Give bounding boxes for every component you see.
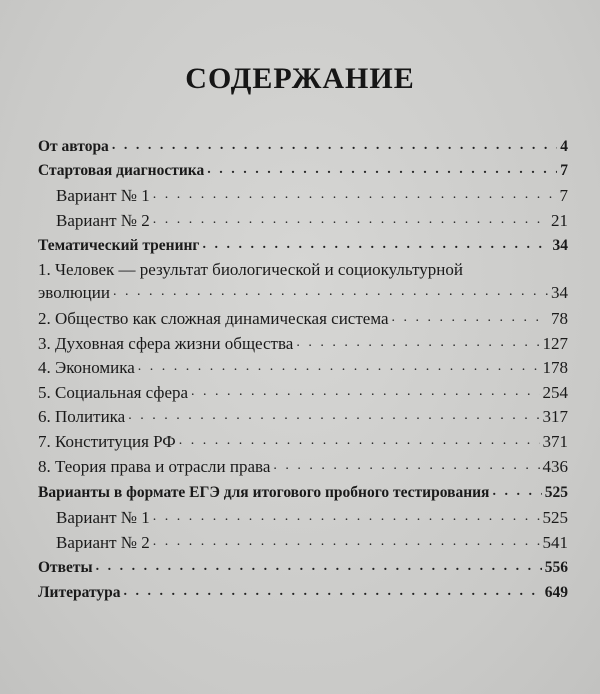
toc-entry-exam-variant-2: [38, 532, 568, 553]
toc-entry-label: Вариант № 1: [56, 186, 150, 205]
toc-entry-label: 3. Духовная сфера жизни общества: [38, 334, 294, 353]
toc-entry-label: 7. Конституция РФ: [38, 432, 176, 451]
toc-entry-page: 34: [551, 283, 568, 302]
toc-leader-dots: [207, 160, 557, 181]
toc-entry-page: 21: [551, 211, 568, 230]
toc-entry-page: 254: [542, 383, 568, 402]
toc-entry-label: 2. Общество как сложная динамическая система: [38, 309, 389, 328]
toc-entry-page: 78: [551, 309, 568, 328]
toc-entry-page: 371: [542, 432, 568, 451]
toc-entry-label: От автора: [38, 138, 109, 155]
toc-entry-page: 127: [542, 334, 568, 353]
toc-entry-label: Стартовая диагностика: [38, 162, 205, 179]
toc-entry-page: 436: [542, 457, 568, 476]
toc-leader-dots: [138, 357, 540, 378]
toc-entry-label: Тематический тренинг: [38, 237, 200, 254]
toc-entry-chapter-1: [38, 282, 568, 303]
toc-leader-dots: [128, 406, 539, 427]
toc-entry-page: 525: [542, 508, 568, 527]
toc-entry-diag-variant-1: [38, 185, 568, 206]
toc-entry-label: эволюции: [38, 283, 110, 302]
toc-entry-page: 317: [542, 407, 568, 426]
toc-entry-chapter-4: [38, 357, 568, 378]
toc-entry-page: 525: [544, 484, 568, 501]
toc-leader-dots: [179, 431, 540, 452]
toc-entry-label: Литература: [38, 584, 121, 601]
toc-entry-page: 178: [542, 358, 568, 377]
toc-entry-exam-variant-1: [38, 507, 568, 528]
toc-leader-dots: [296, 333, 539, 354]
toc-entry-label: Варианты в формате ЕГЭ для итогового пробного тестирования: [38, 484, 490, 501]
toc-leader-dots: [153, 210, 548, 231]
toc-leader-dots: [273, 456, 539, 477]
toc-entry-page: 7: [559, 186, 568, 205]
toc-leader-dots: [123, 582, 541, 603]
toc-entry-thematic-training: [38, 235, 568, 256]
toc-entry-page: 556: [544, 559, 568, 576]
toc-leader-dots: [96, 557, 542, 578]
toc-leader-dots: [113, 282, 548, 303]
toc-entry-label: 4. Экономика: [38, 358, 135, 377]
toc-entry-label: 5. Социальная сфера: [38, 383, 189, 402]
toc-entry-page: 4: [560, 138, 568, 155]
toc-entry-chapter-2: [38, 308, 568, 329]
toc-entry-page: 649: [544, 584, 568, 601]
toc-leader-dots: [153, 185, 557, 206]
toc-entry-exam-variants: [38, 482, 568, 503]
toc-entry-start-diagnostics: [38, 160, 568, 181]
toc-leader-dots: [392, 308, 548, 329]
toc-leader-dots: [492, 482, 541, 503]
toc-entry-label: Ответы: [38, 559, 93, 576]
toc-entry-page: 541: [542, 533, 568, 552]
toc-entry-answers: [38, 557, 568, 578]
toc-entry-label: Вариант № 2: [56, 211, 150, 230]
toc-entry-label-line1: 1. Человек — результат биологической и социокультурной: [38, 260, 463, 279]
toc-leader-dots: [191, 382, 539, 403]
page-title: СОДЕРЖАНИЕ: [185, 62, 415, 95]
toc-leader-dots: [153, 507, 540, 528]
toc-entry-chapter-5: [38, 382, 568, 403]
toc-leader-dots: [112, 136, 557, 157]
toc-entry-page: 34: [552, 237, 568, 254]
toc-entry-chapter-6: [38, 406, 568, 427]
toc-entry-literature: [38, 582, 568, 603]
toc-entry-chapter-7: [38, 431, 568, 452]
toc-entry-label: 6. Политика: [38, 407, 126, 426]
toc-leader-dots: [153, 532, 540, 553]
toc-entry-chapter-8: [38, 456, 568, 477]
toc-entry-label: 8. Теория права и отрасли права: [38, 457, 271, 476]
toc-entry-diag-variant-2: [38, 210, 568, 231]
toc-entry-from-author: [38, 136, 568, 157]
toc-leader-dots: [202, 235, 549, 256]
toc-entry-page: 7: [560, 162, 568, 179]
toc-entry-label: Вариант № 2: [56, 533, 150, 552]
toc-entry-label: Вариант № 1: [56, 508, 150, 527]
toc-entry-chapter-3: [38, 333, 568, 354]
